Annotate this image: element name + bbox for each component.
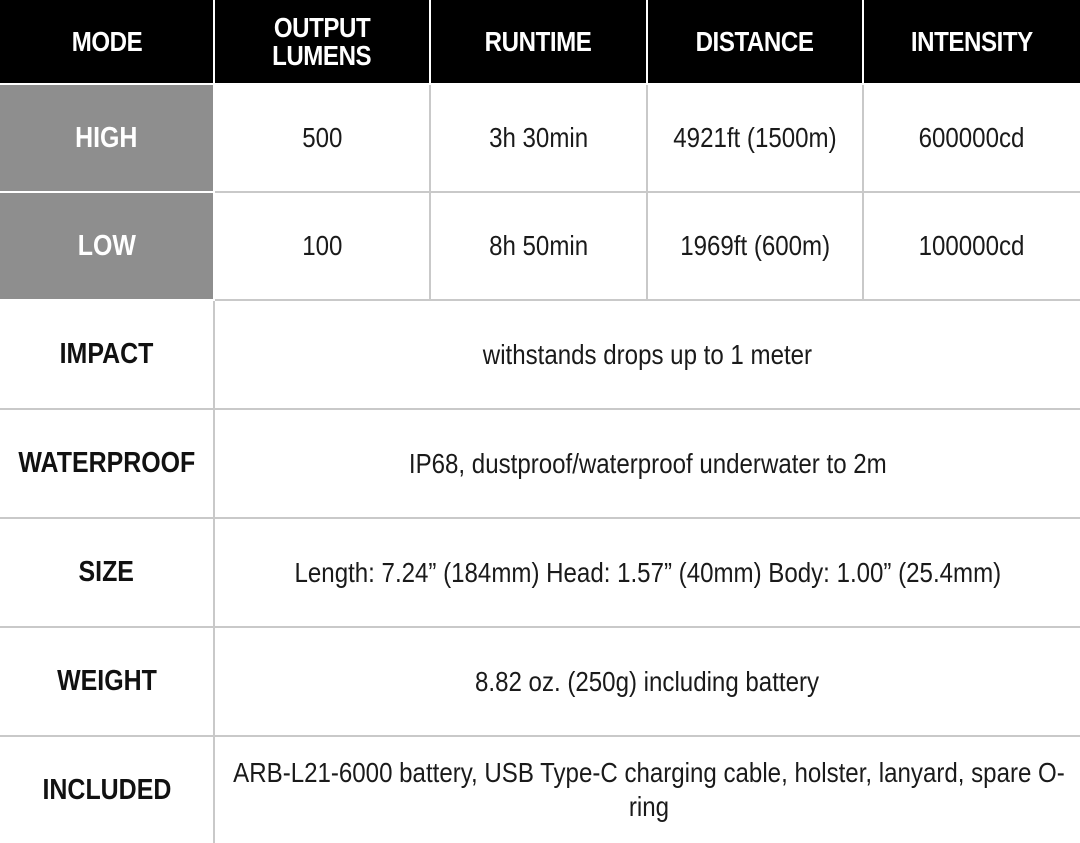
spec-label: WEIGHT (0, 627, 214, 736)
spec-value: Length: 7.24” (184mm) Head: 1.57” (40mm) Body: 1.00” (25.4mm) (214, 518, 1080, 627)
mode-row-high (0, 84, 1080, 192)
spec-row-weight (0, 627, 1080, 736)
mode-runtime: 3h 30min (430, 84, 647, 192)
mode-runtime: 8h 50min (430, 192, 647, 300)
mode-lumens: 100 (214, 192, 430, 300)
spec-value: 8.82 oz. (250g) including battery (214, 627, 1080, 736)
header-row (0, 0, 1080, 84)
header-mode: MODE (0, 0, 214, 84)
spec-label: IMPACT (0, 300, 214, 409)
mode-distance: 1969ft (600m) (647, 192, 863, 300)
header-output-lumens: OUTPUT LUMENS (214, 0, 430, 84)
mode-lumens: 500 (214, 84, 430, 192)
mode-name: HIGH (0, 84, 214, 192)
spec-value: IP68, dustproof/waterproof underwater to 2m (214, 409, 1080, 518)
spec-label: WATERPROOF (0, 409, 214, 518)
spec-row-waterproof (0, 409, 1080, 518)
spec-row-impact (0, 300, 1080, 409)
spec-value: ARB-L21-6000 battery, USB Type-C charging cable, holster, lanyard, spare O-ring (214, 736, 1080, 843)
mode-intensity: 600000cd (863, 84, 1080, 192)
mode-name: LOW (0, 192, 214, 300)
mode-distance: 4921ft (1500m) (647, 84, 863, 192)
header-distance: DISTANCE (647, 0, 863, 84)
mode-intensity: 100000cd (863, 192, 1080, 300)
header-intensity: INTENSITY (863, 0, 1080, 84)
spec-label: SIZE (0, 518, 214, 627)
header-runtime: RUNTIME (430, 0, 647, 84)
spec-label: INCLUDED (0, 736, 214, 843)
spec-row-included (0, 736, 1080, 843)
spec-row-size (0, 518, 1080, 627)
mode-row-low (0, 192, 1080, 300)
spec-value: withstands drops up to 1 meter (214, 300, 1080, 409)
